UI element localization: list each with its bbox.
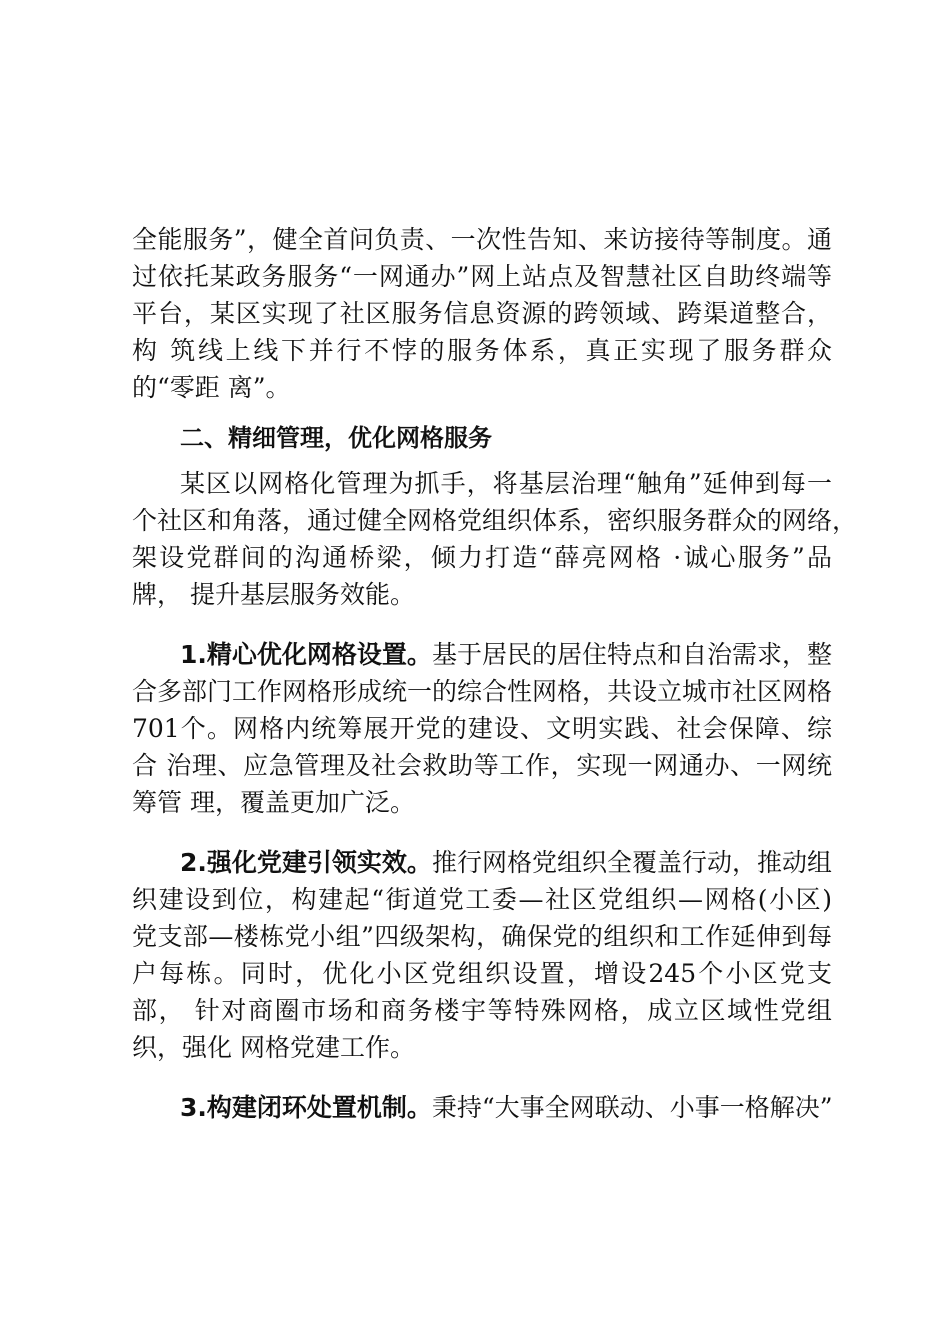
body-text-line: 党支部—楼栋党小组”四级架构，确保党的组织和工作延伸到每 (132, 922, 832, 951)
body-text-line: 织建设到位，构建起“街道党工委—社区党组织—网格(小区) (132, 885, 832, 914)
section-heading: 二、精细管理，优化网格服务 (180, 424, 492, 452)
list-item-2-first-line (180, 845, 832, 881)
list-item-2-text: 推行网格党组织全覆盖行动，推动组 (431, 848, 832, 877)
body-text-line: 部， 针对商圈市场和商务楼宇等特殊网格，成立区域性党组 (132, 996, 832, 1025)
body-text-line: 全能服务”，健全首问负责、一次性告知、来访接待等制度。通 (132, 225, 832, 254)
body-text-line: 个社区和角落，通过健全网格党组织体系，密织服务群众的网络， (132, 506, 858, 535)
body-text-line: 过依托某政务服务“一网通办”网上站点及智慧社区自助终端等 (132, 262, 832, 291)
list-item-2-lead: 2.强化党建引领实效。 (180, 848, 432, 877)
body-text-line: 701个。网格内统筹展开党的建设、文明实践、社会保障、综 (132, 714, 832, 743)
body-text-line: 的“零距 离”。 (132, 373, 291, 402)
body-text-line: 架设党群间的沟通桥梁，倾力打造“薛亮网格 ·诚心服务”品 (132, 543, 832, 572)
body-text-line: 构 筑线上线下并行不悖的服务体系，真正实现了服务群众 (132, 336, 832, 365)
body-text-line: 合多部门工作网格形成统一的综合性网格，共设立城市社区网格 (132, 677, 833, 706)
list-item-3-lead: 3.构建闭环处置机制。 (180, 1093, 432, 1122)
list-item-1-first-line (180, 637, 832, 673)
body-text-line: 某区以网格化管理为抓手，将基层治理“触角”延伸到每一 (180, 469, 832, 498)
body-text-line: 合 治理、应急管理及社会救助等工作，实现一网通办、一网统 (132, 751, 832, 780)
body-text-line: 牌， 提升基层服务效能。 (132, 580, 415, 609)
list-item-3-text: 秉持“大事全网联动、小事一格解决” (431, 1093, 833, 1122)
list-item-3-first-line (180, 1090, 832, 1126)
body-text-line: 织，强化 网格党建工作。 (132, 1033, 415, 1062)
body-text-line: 平台，某区实现了社区服务信息资源的跨领域、跨渠道整合， (132, 299, 832, 328)
body-text-line: 户每栋。同时，优化小区党组织设置，增设245个小区党支 (132, 959, 832, 988)
list-item-1-text: 基于居民的居住特点和自治需求，整 (431, 640, 832, 669)
body-text-line: 筹管 理，覆盖更加广泛。 (132, 788, 415, 817)
list-item-1-lead: 1.精心优化网格设置。 (180, 640, 432, 669)
